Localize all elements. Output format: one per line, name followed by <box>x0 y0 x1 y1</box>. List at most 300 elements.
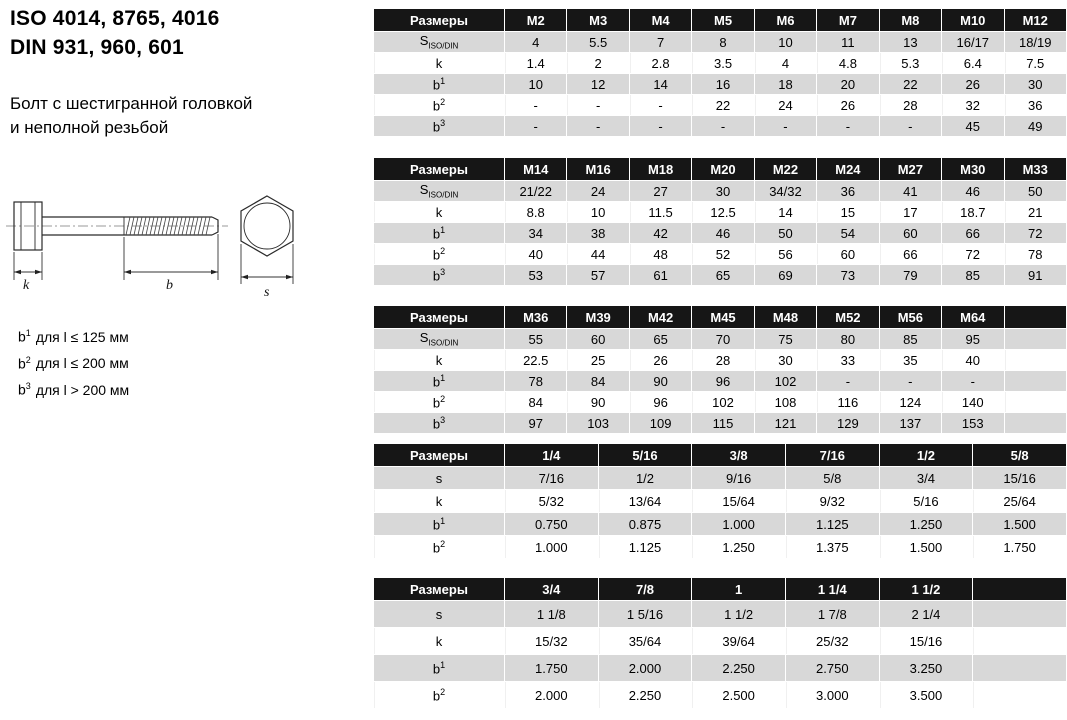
value-cell <box>973 655 1066 681</box>
value-cell: 21 <box>1005 202 1067 222</box>
value-cell: 25/32 <box>786 628 879 654</box>
row-label-header: Размеры <box>374 578 504 600</box>
value-cell: 34/32 <box>755 181 816 201</box>
size-column-header: M2 <box>505 9 566 31</box>
row-label: $b^2$ <box>374 536 504 558</box>
note-b2-sup: 2 <box>25 354 31 365</box>
value-cell: 22 <box>880 74 941 94</box>
value-cell: 65 <box>630 329 691 349</box>
size-column-header: M16 <box>567 158 628 180</box>
value-cell: 52 <box>692 244 753 264</box>
value-cell: 3.500 <box>880 682 973 708</box>
value-cell: 2.500 <box>692 682 785 708</box>
data-row <box>374 628 1066 654</box>
value-cell: 40 <box>505 244 566 264</box>
data-row <box>374 202 1066 222</box>
value-cell: 10 <box>567 202 628 222</box>
value-cell: 1.500 <box>973 513 1066 535</box>
value-cell: 28 <box>880 95 941 115</box>
size-column-header: 1/2 <box>880 444 973 466</box>
value-cell: 65 <box>692 265 753 285</box>
data-row <box>374 223 1066 243</box>
value-cell: 34 <box>505 223 566 243</box>
note-b1-base: b <box>18 328 26 345</box>
value-cell: 46 <box>692 223 753 243</box>
value-cell: 15/16 <box>973 467 1066 489</box>
data-row <box>374 53 1066 73</box>
value-cell: 108 <box>755 392 816 412</box>
data-row <box>374 467 1066 489</box>
standard-title-iso: ISO 4014, 8765, 4016 <box>10 7 220 30</box>
row-label: s <box>374 467 504 489</box>
value-cell: 96 <box>630 392 691 412</box>
row-label-header: Размеры <box>374 158 504 180</box>
value-cell: 56 <box>755 244 816 264</box>
value-cell: 3.5 <box>692 53 753 73</box>
subtitle-line-2: и неполной резьбой <box>10 118 169 137</box>
value-cell: 3.000 <box>786 682 879 708</box>
value-cell: 80 <box>817 329 878 349</box>
data-row <box>374 601 1066 627</box>
data-row <box>374 682 1066 708</box>
value-cell: 15/32 <box>505 628 598 654</box>
value-cell: 91 <box>1005 265 1067 285</box>
size-column-header: M14 <box>505 158 566 180</box>
value-cell: 38 <box>567 223 628 243</box>
data-row <box>374 392 1066 412</box>
value-cell: - <box>567 116 628 136</box>
value-cell: 35/64 <box>599 628 692 654</box>
value-cell: 1 1/8 <box>505 601 598 627</box>
value-cell: 0.750 <box>505 513 598 535</box>
size-column-header <box>973 578 1066 600</box>
data-row <box>374 371 1066 391</box>
value-cell: 14 <box>630 74 691 94</box>
value-cell: 60 <box>880 223 941 243</box>
row-label: $b^3$ <box>374 116 504 136</box>
value-cell: 45 <box>942 116 1003 136</box>
value-cell: 97 <box>505 413 566 433</box>
value-cell: 60 <box>567 329 628 349</box>
size-column-header: M24 <box>817 158 878 180</box>
value-cell: 5.3 <box>880 53 941 73</box>
subtitle-line-1: Болт с шестигранной головкой <box>10 94 253 113</box>
value-cell: 140 <box>942 392 1003 412</box>
value-cell: 30 <box>755 350 816 370</box>
notes-block <box>18 322 129 402</box>
value-cell: 11 <box>817 32 878 52</box>
value-cell: 124 <box>880 392 941 412</box>
size-column-header: M33 <box>1005 158 1067 180</box>
data-row <box>374 536 1066 558</box>
value-cell: 36 <box>817 181 878 201</box>
value-cell: 26 <box>817 95 878 115</box>
value-cell: 49 <box>1005 116 1067 136</box>
value-cell: 60 <box>817 244 878 264</box>
value-cell: 1.375 <box>786 536 879 558</box>
value-cell: 11.5 <box>630 202 691 222</box>
size-column-header: M45 <box>692 306 753 328</box>
value-cell: 2.750 <box>786 655 879 681</box>
dim-label-b: b <box>166 278 173 293</box>
value-cell: 22 <box>692 95 753 115</box>
value-cell: 7.5 <box>1005 53 1067 73</box>
size-column-header: M30 <box>942 158 1003 180</box>
value-cell: 3/4 <box>880 467 973 489</box>
value-cell: 109 <box>630 413 691 433</box>
bolt-hex-view <box>241 196 293 256</box>
value-cell: - <box>692 116 753 136</box>
value-cell: 1.000 <box>692 513 785 535</box>
value-cell: 0.875 <box>599 513 692 535</box>
value-cell: 21/22 <box>505 181 566 201</box>
value-cell: 35 <box>880 350 941 370</box>
value-cell: 102 <box>755 371 816 391</box>
value-cell: 17 <box>880 202 941 222</box>
row-label: $S_{ISO/DIN}$ <box>374 32 504 52</box>
value-cell: 46 <box>942 181 1003 201</box>
value-cell: 115 <box>692 413 753 433</box>
note-b3-sup: 3 <box>25 381 31 392</box>
row-label: $b^1$ <box>374 74 504 94</box>
value-cell: 102 <box>692 392 753 412</box>
value-cell: 57 <box>567 265 628 285</box>
tables-area <box>373 0 1067 720</box>
size-column-header: 3/8 <box>692 444 785 466</box>
value-cell: 2 <box>567 53 628 73</box>
table-header-row <box>374 444 1066 466</box>
value-cell: 16 <box>692 74 753 94</box>
size-column-header: 1/4 <box>505 444 598 466</box>
bolt-side-view <box>6 202 228 250</box>
size-column-header: M7 <box>817 9 878 31</box>
row-label: k <box>374 628 504 654</box>
size-column-header: M12 <box>1005 9 1067 31</box>
value-cell: - <box>630 95 691 115</box>
value-cell: 25/64 <box>973 490 1066 512</box>
table-header-row <box>374 578 1066 600</box>
value-cell: 25 <box>567 350 628 370</box>
value-cell: 5/8 <box>786 467 879 489</box>
value-cell: 41 <box>880 181 941 201</box>
dimension-b <box>124 234 218 293</box>
size-column-header: M22 <box>755 158 816 180</box>
value-cell: 85 <box>880 329 941 349</box>
row-label: k <box>374 350 504 370</box>
size-column-header: M18 <box>630 158 691 180</box>
value-cell: 12 <box>567 74 628 94</box>
value-cell: 72 <box>942 244 1003 264</box>
size-column-header: 7/16 <box>786 444 879 466</box>
value-cell: 1.000 <box>505 536 598 558</box>
value-cell: 79 <box>880 265 941 285</box>
value-cell: 73 <box>817 265 878 285</box>
size-column-header: M3 <box>567 9 628 31</box>
size-column-header: M39 <box>567 306 628 328</box>
value-cell: 78 <box>1005 244 1067 264</box>
table-header-row <box>374 158 1066 180</box>
size-column-header: M56 <box>880 306 941 328</box>
value-cell: 5.5 <box>567 32 628 52</box>
value-cell: 78 <box>505 371 566 391</box>
value-cell: 1.500 <box>880 536 973 558</box>
size-column-header: M64 <box>942 306 1003 328</box>
data-row <box>374 329 1066 349</box>
value-cell: 30 <box>1005 74 1067 94</box>
value-cell: 153 <box>942 413 1003 433</box>
note-b3-text: для l > 200 мм <box>35 381 130 398</box>
value-cell: 7 <box>630 32 691 52</box>
value-cell: - <box>817 116 878 136</box>
value-cell: 18.7 <box>942 202 1003 222</box>
value-cell: 1.250 <box>692 536 785 558</box>
value-cell: 26 <box>942 74 1003 94</box>
value-cell: 1.125 <box>786 513 879 535</box>
value-cell: - <box>942 371 1003 391</box>
value-cell: 121 <box>755 413 816 433</box>
value-cell: 5/16 <box>880 490 973 512</box>
bolt-drawing-svg <box>6 192 306 304</box>
row-label: $S_{ISO/DIN}$ <box>374 181 504 201</box>
size-column-header: 5/8 <box>973 444 1066 466</box>
row-label: $S_{ISO/DIN}$ <box>374 329 504 349</box>
data-row <box>374 181 1066 201</box>
value-cell: 9/32 <box>786 490 879 512</box>
value-cell: 1 1/2 <box>692 601 785 627</box>
value-cell: 2.8 <box>630 53 691 73</box>
row-label: k <box>374 202 504 222</box>
size-column-header: M4 <box>630 9 691 31</box>
value-cell: 50 <box>1005 181 1067 201</box>
value-cell: 8 <box>692 32 753 52</box>
size-column-header: M36 <box>505 306 566 328</box>
value-cell: 2 1/4 <box>880 601 973 627</box>
note-b2-text: для l ≤ 200 мм <box>35 355 129 372</box>
value-cell: 66 <box>942 223 1003 243</box>
value-cell: 1.750 <box>973 536 1066 558</box>
value-cell: 36 <box>1005 95 1067 115</box>
value-cell: 1 5/16 <box>599 601 692 627</box>
value-cell: 9/16 <box>692 467 785 489</box>
size-column-header: 3/4 <box>505 578 598 600</box>
value-cell: 137 <box>880 413 941 433</box>
table-header-row <box>374 9 1066 31</box>
dim-label-s: s <box>264 285 270 300</box>
value-cell: 14 <box>755 202 816 222</box>
value-cell: - <box>755 116 816 136</box>
value-cell: 90 <box>567 392 628 412</box>
value-cell: 95 <box>942 329 1003 349</box>
data-row <box>374 350 1066 370</box>
value-cell: 53 <box>505 265 566 285</box>
data-row <box>374 116 1066 136</box>
row-label: $b^3$ <box>374 265 504 285</box>
value-cell: 10 <box>505 74 566 94</box>
value-cell: 2.250 <box>599 682 692 708</box>
size-column-header: M6 <box>755 9 816 31</box>
value-cell: 10 <box>755 32 816 52</box>
value-cell: 85 <box>942 265 1003 285</box>
data-row <box>374 655 1066 681</box>
value-cell: 28 <box>692 350 753 370</box>
size-column-header: M20 <box>692 158 753 180</box>
value-cell: 30 <box>692 181 753 201</box>
value-cell: 75 <box>755 329 816 349</box>
value-cell: 20 <box>817 74 878 94</box>
value-cell <box>973 601 1066 627</box>
row-label: k <box>374 490 504 512</box>
bolt-drawing <box>6 192 306 309</box>
value-cell: 1.250 <box>880 513 973 535</box>
title-block <box>10 4 220 62</box>
value-cell: 13 <box>880 32 941 52</box>
value-cell: 2.000 <box>599 655 692 681</box>
value-cell: 129 <box>817 413 878 433</box>
value-cell: 24 <box>755 95 816 115</box>
value-cell: 84 <box>567 371 628 391</box>
size-column-header: M27 <box>880 158 941 180</box>
value-cell: 66 <box>880 244 941 264</box>
row-label: $b^3$ <box>374 413 504 433</box>
value-cell: 12.5 <box>692 202 753 222</box>
value-cell: 5/32 <box>505 490 598 512</box>
dimension-s <box>241 244 293 300</box>
value-cell: 72 <box>1005 223 1067 243</box>
size-column-header: M8 <box>880 9 941 31</box>
left-panel <box>0 0 372 720</box>
value-cell: 42 <box>630 223 691 243</box>
value-cell: 33 <box>817 350 878 370</box>
value-cell: - <box>505 95 566 115</box>
size-column-header: M10 <box>942 9 1003 31</box>
value-cell: 103 <box>567 413 628 433</box>
value-cell: 48 <box>630 244 691 264</box>
note-b1 <box>18 322 129 349</box>
dimension-table-2 <box>373 157 1067 286</box>
value-cell <box>1005 329 1067 349</box>
size-column-header: 1 1/4 <box>786 578 879 600</box>
value-cell: 55 <box>505 329 566 349</box>
value-cell: 13/64 <box>599 490 692 512</box>
dim-label-k: k <box>23 278 30 293</box>
row-label-header: Размеры <box>374 444 504 466</box>
value-cell: 22.5 <box>505 350 566 370</box>
value-cell: 18/19 <box>1005 32 1067 52</box>
subtitle <box>10 92 252 140</box>
dimension-k <box>14 252 42 293</box>
data-row <box>374 32 1066 52</box>
table-header-row <box>374 306 1066 328</box>
value-cell: 4 <box>505 32 566 52</box>
value-cell: 15/64 <box>692 490 785 512</box>
size-column-header: M5 <box>692 9 753 31</box>
value-cell: 15/16 <box>880 628 973 654</box>
value-cell: - <box>567 95 628 115</box>
value-cell: 4.8 <box>817 53 878 73</box>
value-cell: 27 <box>630 181 691 201</box>
row-label: $b^1$ <box>374 655 504 681</box>
size-column-header: 5/16 <box>599 444 692 466</box>
data-row <box>374 513 1066 535</box>
value-cell: 3.250 <box>880 655 973 681</box>
value-cell: 15 <box>817 202 878 222</box>
value-cell: - <box>630 116 691 136</box>
standard-title-din: DIN 931, 960, 601 <box>10 36 184 59</box>
value-cell: 69 <box>755 265 816 285</box>
data-row <box>374 74 1066 94</box>
value-cell: 2.000 <box>505 682 598 708</box>
row-label: $b^2$ <box>374 95 504 115</box>
data-row <box>374 95 1066 115</box>
value-cell: - <box>505 116 566 136</box>
note-b2-base: b <box>18 355 26 372</box>
row-label: k <box>374 53 504 73</box>
data-row <box>374 244 1066 264</box>
row-label: $b^1$ <box>374 513 504 535</box>
dimension-table-4 <box>373 443 1067 559</box>
value-cell: 116 <box>817 392 878 412</box>
size-column-header <box>1005 306 1067 328</box>
value-cell: 8.8 <box>505 202 566 222</box>
value-cell: 32 <box>942 95 1003 115</box>
size-column-header: M48 <box>755 306 816 328</box>
value-cell: 1 7/8 <box>786 601 879 627</box>
note-b2 <box>18 349 129 376</box>
note-b1-text: для l ≤ 125 мм <box>35 328 129 345</box>
value-cell: - <box>880 116 941 136</box>
row-label: $b^2$ <box>374 244 504 264</box>
value-cell: 39/64 <box>692 628 785 654</box>
dimension-table-5 <box>373 577 1067 709</box>
row-label: $b^1$ <box>374 223 504 243</box>
size-column-header: 1 <box>692 578 785 600</box>
value-cell: 26 <box>630 350 691 370</box>
row-label: $b^1$ <box>374 371 504 391</box>
value-cell: 90 <box>630 371 691 391</box>
note-b1-sup: 1 <box>25 328 31 338</box>
value-cell: 16/17 <box>942 32 1003 52</box>
value-cell: 40 <box>942 350 1003 370</box>
value-cell: 50 <box>755 223 816 243</box>
value-cell: 84 <box>505 392 566 412</box>
size-column-header: 7/8 <box>599 578 692 600</box>
size-column-header: M42 <box>630 306 691 328</box>
value-cell <box>973 682 1066 708</box>
value-cell: 1/2 <box>599 467 692 489</box>
value-cell: - <box>880 371 941 391</box>
value-cell <box>1005 350 1067 370</box>
value-cell: 4 <box>755 53 816 73</box>
value-cell: 24 <box>567 181 628 201</box>
value-cell: 70 <box>692 329 753 349</box>
value-cell <box>973 628 1066 654</box>
data-row <box>374 490 1066 512</box>
data-row <box>374 413 1066 433</box>
row-label-header: Размеры <box>374 9 504 31</box>
value-cell <box>1005 371 1067 391</box>
size-column-header: M52 <box>817 306 878 328</box>
note-b3-base: b <box>18 381 26 398</box>
note-b3 <box>18 375 129 402</box>
row-label: $b^2$ <box>374 682 504 708</box>
row-label: $b^2$ <box>374 392 504 412</box>
value-cell <box>1005 392 1067 412</box>
value-cell <box>1005 413 1067 433</box>
value-cell: 1.750 <box>505 655 598 681</box>
row-label: s <box>374 601 504 627</box>
row-label-header: Размеры <box>374 306 504 328</box>
dimension-table-3 <box>373 305 1067 434</box>
